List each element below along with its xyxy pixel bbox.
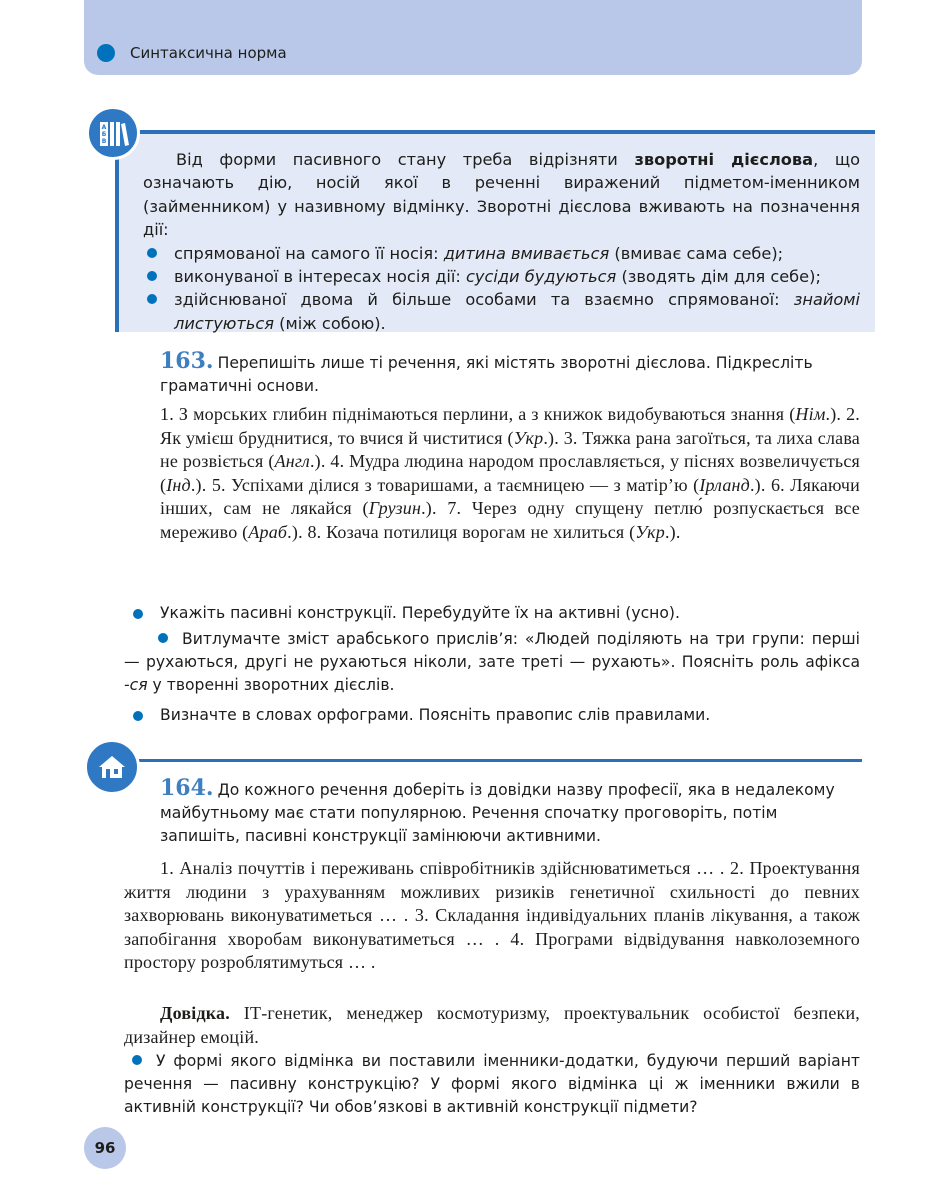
exercise-163-instruction: 163. Перепишіть лише ті речення, які містять зворотні дієслова. Підкресліть граматичні основи.	[160, 348, 813, 396]
exercise-number: 164.	[160, 775, 214, 801]
section-divider	[118, 759, 862, 762]
bullet-icon	[133, 609, 143, 619]
header-band	[84, 0, 862, 75]
help-label: Довідка.	[160, 1003, 230, 1023]
bullet-icon	[158, 633, 168, 643]
rule-item: виконуваної в інтересах носія дії: сусіди будуються (зводять дім для себе);	[143, 265, 860, 288]
exercise-164-help: Довідка. ІТ-генетик, менеджер космотуризму, проектувальник особистої безпеки, дизайнер емоцій.	[124, 1003, 860, 1047]
exercise-164-task: У формі якого відмінка ви поставили іменники-додатки, будуючи перший варіант речення — пасивну конструкцію? У формі якого відмінка ці ж іменники вжили в активній конструкції? Чи обов’язкові в активній конструкції підмети?	[124, 1052, 860, 1117]
exercise-number: 163.	[160, 348, 214, 374]
bullet-icon	[133, 711, 143, 721]
rule-list	[143, 242, 860, 336]
page-number: 96	[84, 1127, 126, 1169]
alphabet-books-icon	[86, 106, 140, 160]
bullet-icon	[147, 271, 157, 281]
svg-text:В: В	[101, 138, 107, 145]
rule-text	[143, 148, 860, 335]
bullet-icon	[147, 294, 157, 304]
exercise-163-task-1: Укажіть пасивні конструкції. Перебудуйте їх на активні (усно).	[160, 602, 860, 625]
bullet-icon	[147, 248, 157, 258]
rule-intro: Від форми пасивного стану треба відрізняти зворотні дієслова, що означають дію, носій якої в реченні виражений підметом-іменником (займенником) у називному відмінку. Зворотні дієслова вживають на позначення дії:	[143, 150, 861, 240]
svg-text:А: А	[101, 124, 107, 131]
header-bullet-icon	[97, 44, 115, 62]
exercise-163-sentences: 1. З морських глибин піднімаються перлини, а з книжок видобуваються знання (Нім.). 2. Як умієш бруднитися, то вчися й чиститися (Укр.). 3. Тяжка рана загоїться, та лиха слава не розвіється (Англ.). 4. Мудра людина народом прославляється, у піснях возвеличується (Інд.). 5. Успіхами ділися з товаришами, а таємницею — з матір’ю (Ірланд.). 6. Лякаючи інших, сам не лякайся (Грузин.). 7. Через одну спущену петлю́ розпускається все мереживо (Араб.). 8. Козача потилиця ворогам не хилиться (Укр.).	[160, 404, 861, 542]
home-icon	[84, 739, 140, 795]
rule-item: здійснюваної двома й більше особами та взаємно спрямованої: знайомі листуються (між собою).	[143, 288, 860, 335]
section-title: Синтаксична норма	[130, 44, 287, 62]
rule-item: спрямованої на самого її носія: дитина вмивається (вмиває сама себе);	[143, 242, 860, 265]
svg-text:Б: Б	[101, 131, 107, 138]
bullet-icon	[132, 1055, 142, 1065]
exercise-164-sentences: 1. Аналіз почуттів і переживань співробітників здійснюватиметься … . 2. Проектування життя людини з урахуванням можливих ризиків генетичної схильності до певних захворювань виконуватиметься … . 3. Складання індивідуальних планів лікування, а також запобігання хворобам виконуватиметься … . 4. Програми відвідування навколоземного простору розроблятимуться … .	[124, 858, 860, 973]
exercise-163-task-3: Визначте в словах орфограми. Поясніть правопис слів правилами.	[160, 704, 860, 727]
exercise-164-instruction: 164. До кожного речення доберіть із довідки назву професії, яка в недалекому майбутньому має стати популярною. Речення спочатку проговоріть, потім запишіть, пасивні конструкції замінюючи активними.	[160, 775, 835, 846]
exercise-163-task-2: Витлумачте зміст арабського прислів’я: «Людей поділяють на три групи: перші — рухаються, другі не рухаються ніколи, зате треті — рухають». Поясніть роль афікса -ся у творенні зворотних дієслів.	[124, 630, 860, 695]
